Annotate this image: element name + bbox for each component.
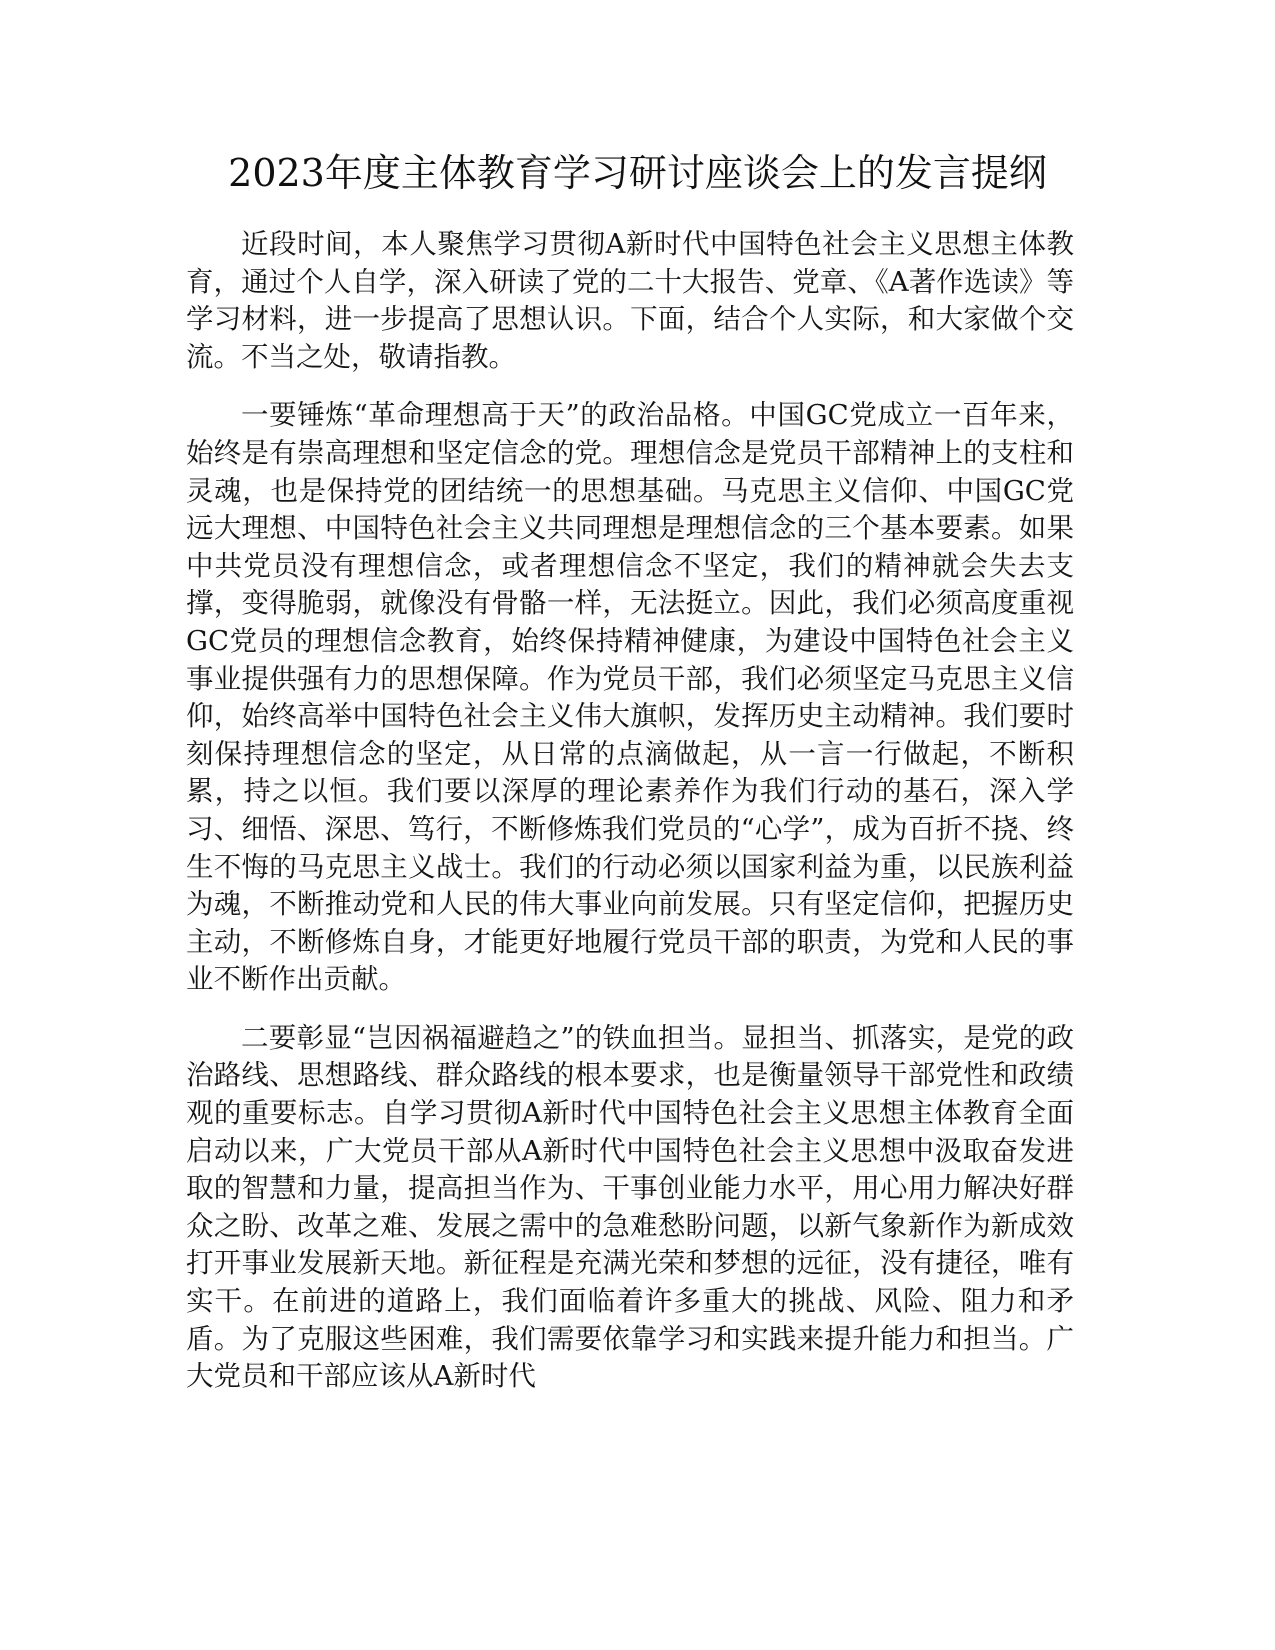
- paragraph-intro: 近段时间，本人聚焦学习贯彻A新时代中国特色社会主义思想主体教育，通过个人自学，深入研读了党的二十大报告、党章、《A著作选读》等学习材料，进一步提高了思想认识。下面，结合个人实际，和大家做个交流。不当之处，敬请指教。: [186, 228, 1074, 373]
- document-body: [186, 226, 1074, 1417]
- document-title: 2023年度主体教育学习研讨座谈会上的发言提纲: [228, 151, 1047, 195]
- paragraph-point-one: 一要锤炼“革命理想高于天”的政治品格。中国GC党成立一百年来，始终是有崇高理想和坚定信念的党。理想信念是党员干部精神上的支柱和灵魂，也是保持党的团结统一的思想基础。马克思主义信仰、中国GC党远大理想、中国特色社会主义共同理想是理想信念的三个基本要素。如果中共党员没有理想信念，或者理想信念不坚定，我们的精神就会失去支撑，变得脆弱，就像没有骨骼一样，无法挺立。因此，我们必须高度重视GC党员的理想信念教育，始终保持精神健康，为建设中国特色社会主义事业提供强有力的思想保障。作为党员干部，我们必须坚定马克思主义信仰，始终高举中国特色社会主义伟大旗帜，发挥历史主动精神。我们要时刻保持理想信念的坚定，从日常的点滴做起，从一言一行做起，不断积累，持之以恒。我们要以深厚的理论素养作为我们行动的基石，深入学习、细悟、深思、笃行，不断修炼我们党员的“心学”，成为百折不挠、终生不悔的马克思主义战士。我们的行动必须以国家利益为重，以民族利益为魂，不断推动党和人民的伟大事业向前发展。只有坚定信仰，把握历史主动，不断修炼自身，才能更好地履行党员干部的职责，为党和人民的事业不断作出贡献。: [186, 399, 1074, 996]
- paragraph-point-two: 二要彰显“岂因祸福避趋之”的铁血担当。显担当、抓落实，是党的政治路线、思想路线、群众路线的根本要求，也是衡量领导干部党性和政绩观的重要标志。自学习贯彻A新时代中国特色社会主义思想主体教育全面启动以来，广大党员干部从A新时代中国特色社会主义思想中汲取奋发进取的智慧和力量，提高担当作为、干事创业能力水平，用心用力解决好群众之盼、改革之难、发展之需中的急难愁盼问题，以新气象新作为新成效打开事业发展新天地。新征程是充满光荣和梦想的远征，没有捷径，唯有实干。在前进的道路上，我们面临着许多重大的挑战、风险、阻力和矛盾。为了克服这些困难，我们需要依靠学习和实践来提升能力和担当。广大党员和干部应该从A新时代: [186, 1021, 1074, 1393]
